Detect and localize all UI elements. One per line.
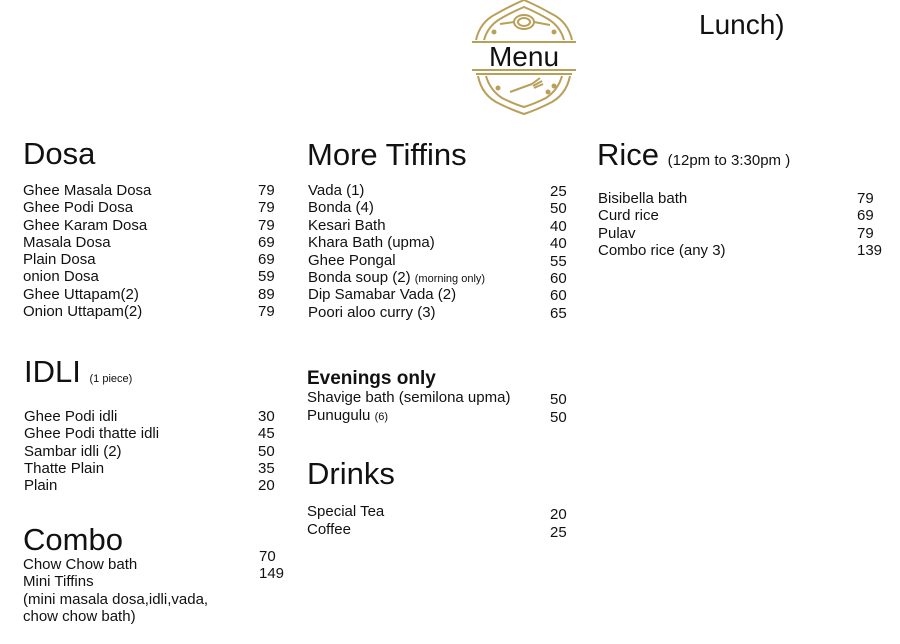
- menu-item: [24, 443, 284, 460]
- menu-item-price: 65: [550, 304, 567, 322]
- menu-item-label: Bonda (4): [308, 199, 374, 217]
- menu-item: [23, 199, 283, 216]
- menu-item-price: 40: [550, 217, 567, 235]
- menu-item: [307, 521, 570, 539]
- menu-item-name: [24, 477, 57, 494]
- menu-item-name: [598, 190, 687, 207]
- menu-item-label: Plain: [24, 477, 58, 495]
- drinks-list: [307, 503, 570, 541]
- rice-heading: [597, 137, 790, 179]
- menu-item: [23, 251, 283, 268]
- menu-item-price: 50: [550, 391, 567, 408]
- menu-item-name: [23, 286, 139, 303]
- menu-item-name: [598, 207, 659, 224]
- menu-item-price: 89: [258, 285, 275, 303]
- menu-item-label: Poori aloo curry (3): [308, 303, 436, 321]
- menu-item-label: Bisibella bath: [598, 190, 688, 207]
- menu-item-name: [24, 425, 159, 442]
- menu-item-note: (6): [374, 410, 389, 423]
- menu-item-label: Masala Dosa: [23, 233, 111, 251]
- menu-item: [308, 234, 570, 251]
- combo-prices: [259, 548, 284, 583]
- combo-price: 70: [259, 548, 276, 565]
- menu-item-note: (morning only): [414, 272, 486, 285]
- combo-line: Mini Tiffins: [23, 573, 94, 591]
- menu-item-price: 60: [550, 269, 567, 287]
- menu-item-name: [24, 460, 104, 477]
- menu-item-label: Ghee Pongal: [308, 251, 396, 269]
- combo-price: 149: [259, 565, 285, 583]
- menu-item: [307, 407, 570, 425]
- menu-item-price: 50: [550, 408, 567, 426]
- menu-item-name: [308, 304, 436, 321]
- menu-item-label: Thatte Plain: [24, 459, 105, 477]
- more-tiffins-list: [308, 182, 570, 321]
- menu-item-price: 59: [258, 268, 275, 286]
- menu-item-name: [23, 234, 111, 251]
- menu-item-price: 50: [550, 200, 567, 218]
- menu-item-label: Ghee Masala Dosa: [23, 182, 152, 199]
- dosa-title: Dosa: [23, 136, 96, 171]
- menu-item-price: 60: [550, 287, 567, 305]
- menu-item-label: Coffee: [307, 520, 351, 538]
- combo-lines: [23, 556, 208, 625]
- menu-item: [24, 408, 284, 425]
- rice-note: (12pm to 3:30pm ): [667, 152, 791, 169]
- menu-item-name: [307, 521, 351, 538]
- combo-line: (mini masala dosa,idli,vada,: [23, 590, 209, 608]
- combo-title: Combo: [23, 522, 123, 557]
- menu-item: [307, 503, 570, 521]
- menu-item-label: Vada (1): [308, 182, 365, 199]
- menu-item-label: Kesari Bath: [308, 216, 386, 234]
- menu-item-label: Punugulu: [307, 406, 371, 424]
- more-tiffins-heading: [307, 137, 467, 173]
- menu-item-name: [307, 503, 384, 520]
- menu-item-name: [308, 286, 456, 303]
- menu-item-label: Plain Dosa: [23, 251, 96, 269]
- dosa-heading: [23, 136, 95, 172]
- menu-item-price: 25: [550, 183, 567, 200]
- menu-item-label: Ghee Karam Dosa: [23, 216, 148, 234]
- menu-item-price: 30: [258, 408, 275, 425]
- menu-item: [24, 425, 284, 442]
- menu-item: [23, 303, 283, 320]
- menu-item: [23, 217, 283, 234]
- menu-item-price: 20: [258, 477, 275, 495]
- menu-item-name: [24, 443, 122, 460]
- menu-item-price: 35: [258, 459, 275, 477]
- menu-item-name: [308, 217, 386, 234]
- menu-item-label: Curd rice: [598, 207, 659, 225]
- idli-list: [24, 408, 284, 494]
- combo-heading: [23, 522, 123, 558]
- rice-title: Rice: [597, 137, 660, 172]
- more-tiffins-title: More Tiffins: [307, 137, 467, 172]
- menu-item-price: 40: [550, 235, 567, 253]
- menu-item-label: Pulav: [598, 224, 636, 242]
- menu-item: [308, 182, 570, 199]
- menu-item: [308, 252, 570, 269]
- menu-item-price: 20: [550, 506, 567, 523]
- menu-item-name: [23, 182, 151, 199]
- menu-item-price: 79: [258, 216, 275, 234]
- menu-item-price: 69: [258, 233, 275, 251]
- menu-item-name: [23, 251, 96, 268]
- menu-item: [598, 242, 883, 259]
- menu-item-name: [23, 217, 147, 234]
- menu-item: [308, 217, 570, 234]
- evenings-list: [307, 389, 570, 424]
- menu-item: [23, 182, 283, 199]
- menu-item-name: [308, 199, 374, 216]
- evenings-heading: Evenings only: [307, 368, 436, 389]
- menu-item-price: 79: [258, 182, 275, 199]
- menu-item-name: [308, 182, 364, 199]
- menu-item: [23, 234, 283, 251]
- menu-item-name: [308, 252, 396, 269]
- menu-item-name: [307, 407, 388, 426]
- rice-list: [598, 190, 883, 260]
- menu-item-price: 55: [550, 252, 567, 270]
- menu-item-label: Khara Bath (upma): [308, 234, 435, 252]
- menu-item-name: [23, 303, 142, 320]
- menu-item-name: [308, 234, 435, 251]
- combo-line: chow chow bath): [23, 607, 136, 625]
- menu-item: [308, 269, 570, 286]
- menu-item-name: [598, 225, 636, 242]
- menu-item: [24, 460, 284, 477]
- menu-item-label: onion Dosa: [23, 268, 99, 286]
- menu-item-price: 139: [857, 242, 883, 260]
- menu-item: [308, 304, 570, 321]
- menu-item-price: 69: [857, 207, 874, 225]
- menu-item-label: Ghee Podi Dosa: [23, 199, 134, 217]
- menu-item-label: Onion Uttapam(2): [23, 303, 143, 321]
- menu-item-price: 79: [258, 199, 275, 217]
- menu-item: [598, 207, 883, 224]
- menu-item: [24, 477, 284, 494]
- menu-item-name: [308, 269, 485, 288]
- menu-item-price: 45: [258, 425, 275, 443]
- menu-item: [23, 268, 283, 285]
- menu-item-name: [23, 199, 133, 216]
- menu-item: [307, 389, 570, 407]
- menu-item-label: Ghee Podi idli: [24, 408, 118, 425]
- menu-item-label: Shavige bath (semilona upma): [307, 389, 511, 406]
- menu-item-price: 50: [258, 442, 275, 460]
- menu-item-label: Dip Samabar Vada (2): [308, 286, 457, 304]
- menu-item: [308, 199, 570, 216]
- idli-note: (1 piece): [89, 373, 133, 385]
- menu-item-label: Sambar idli (2): [24, 442, 122, 460]
- menu-item-price: 69: [258, 251, 275, 269]
- drinks-title: Drinks: [307, 456, 395, 491]
- menu-item: [23, 286, 283, 303]
- menu-item: [598, 190, 883, 207]
- menu-item-label: Special Tea: [307, 503, 385, 520]
- idli-title: IDLI: [24, 354, 81, 389]
- menu-item-price: 79: [857, 224, 874, 242]
- menu-item-price: 25: [550, 523, 567, 541]
- menu-item-name: [598, 242, 726, 259]
- menu-item-label: Ghee Podi thatte idli: [24, 425, 160, 443]
- menu-item: [598, 225, 883, 242]
- lunch-text: Lunch): [699, 9, 785, 40]
- menu-item-label: Bonda soup (2): [308, 268, 411, 286]
- dosa-list: [23, 182, 283, 320]
- menu-item-name: [23, 268, 99, 285]
- idli-heading: [24, 354, 132, 397]
- menu-item-name: [24, 408, 117, 425]
- menu-item: [308, 286, 570, 303]
- menu-item-price: 79: [258, 303, 275, 321]
- menu-title: Menu: [488, 41, 560, 72]
- menu-item-label: Combo rice (any 3): [598, 242, 726, 260]
- menu-item-price: 79: [857, 190, 874, 207]
- combo-line: Chow Chow bath: [23, 556, 138, 573]
- drinks-heading: [307, 456, 395, 492]
- menu-item-name: [307, 389, 510, 406]
- menu-item-label: Ghee Uttapam(2): [23, 285, 139, 303]
